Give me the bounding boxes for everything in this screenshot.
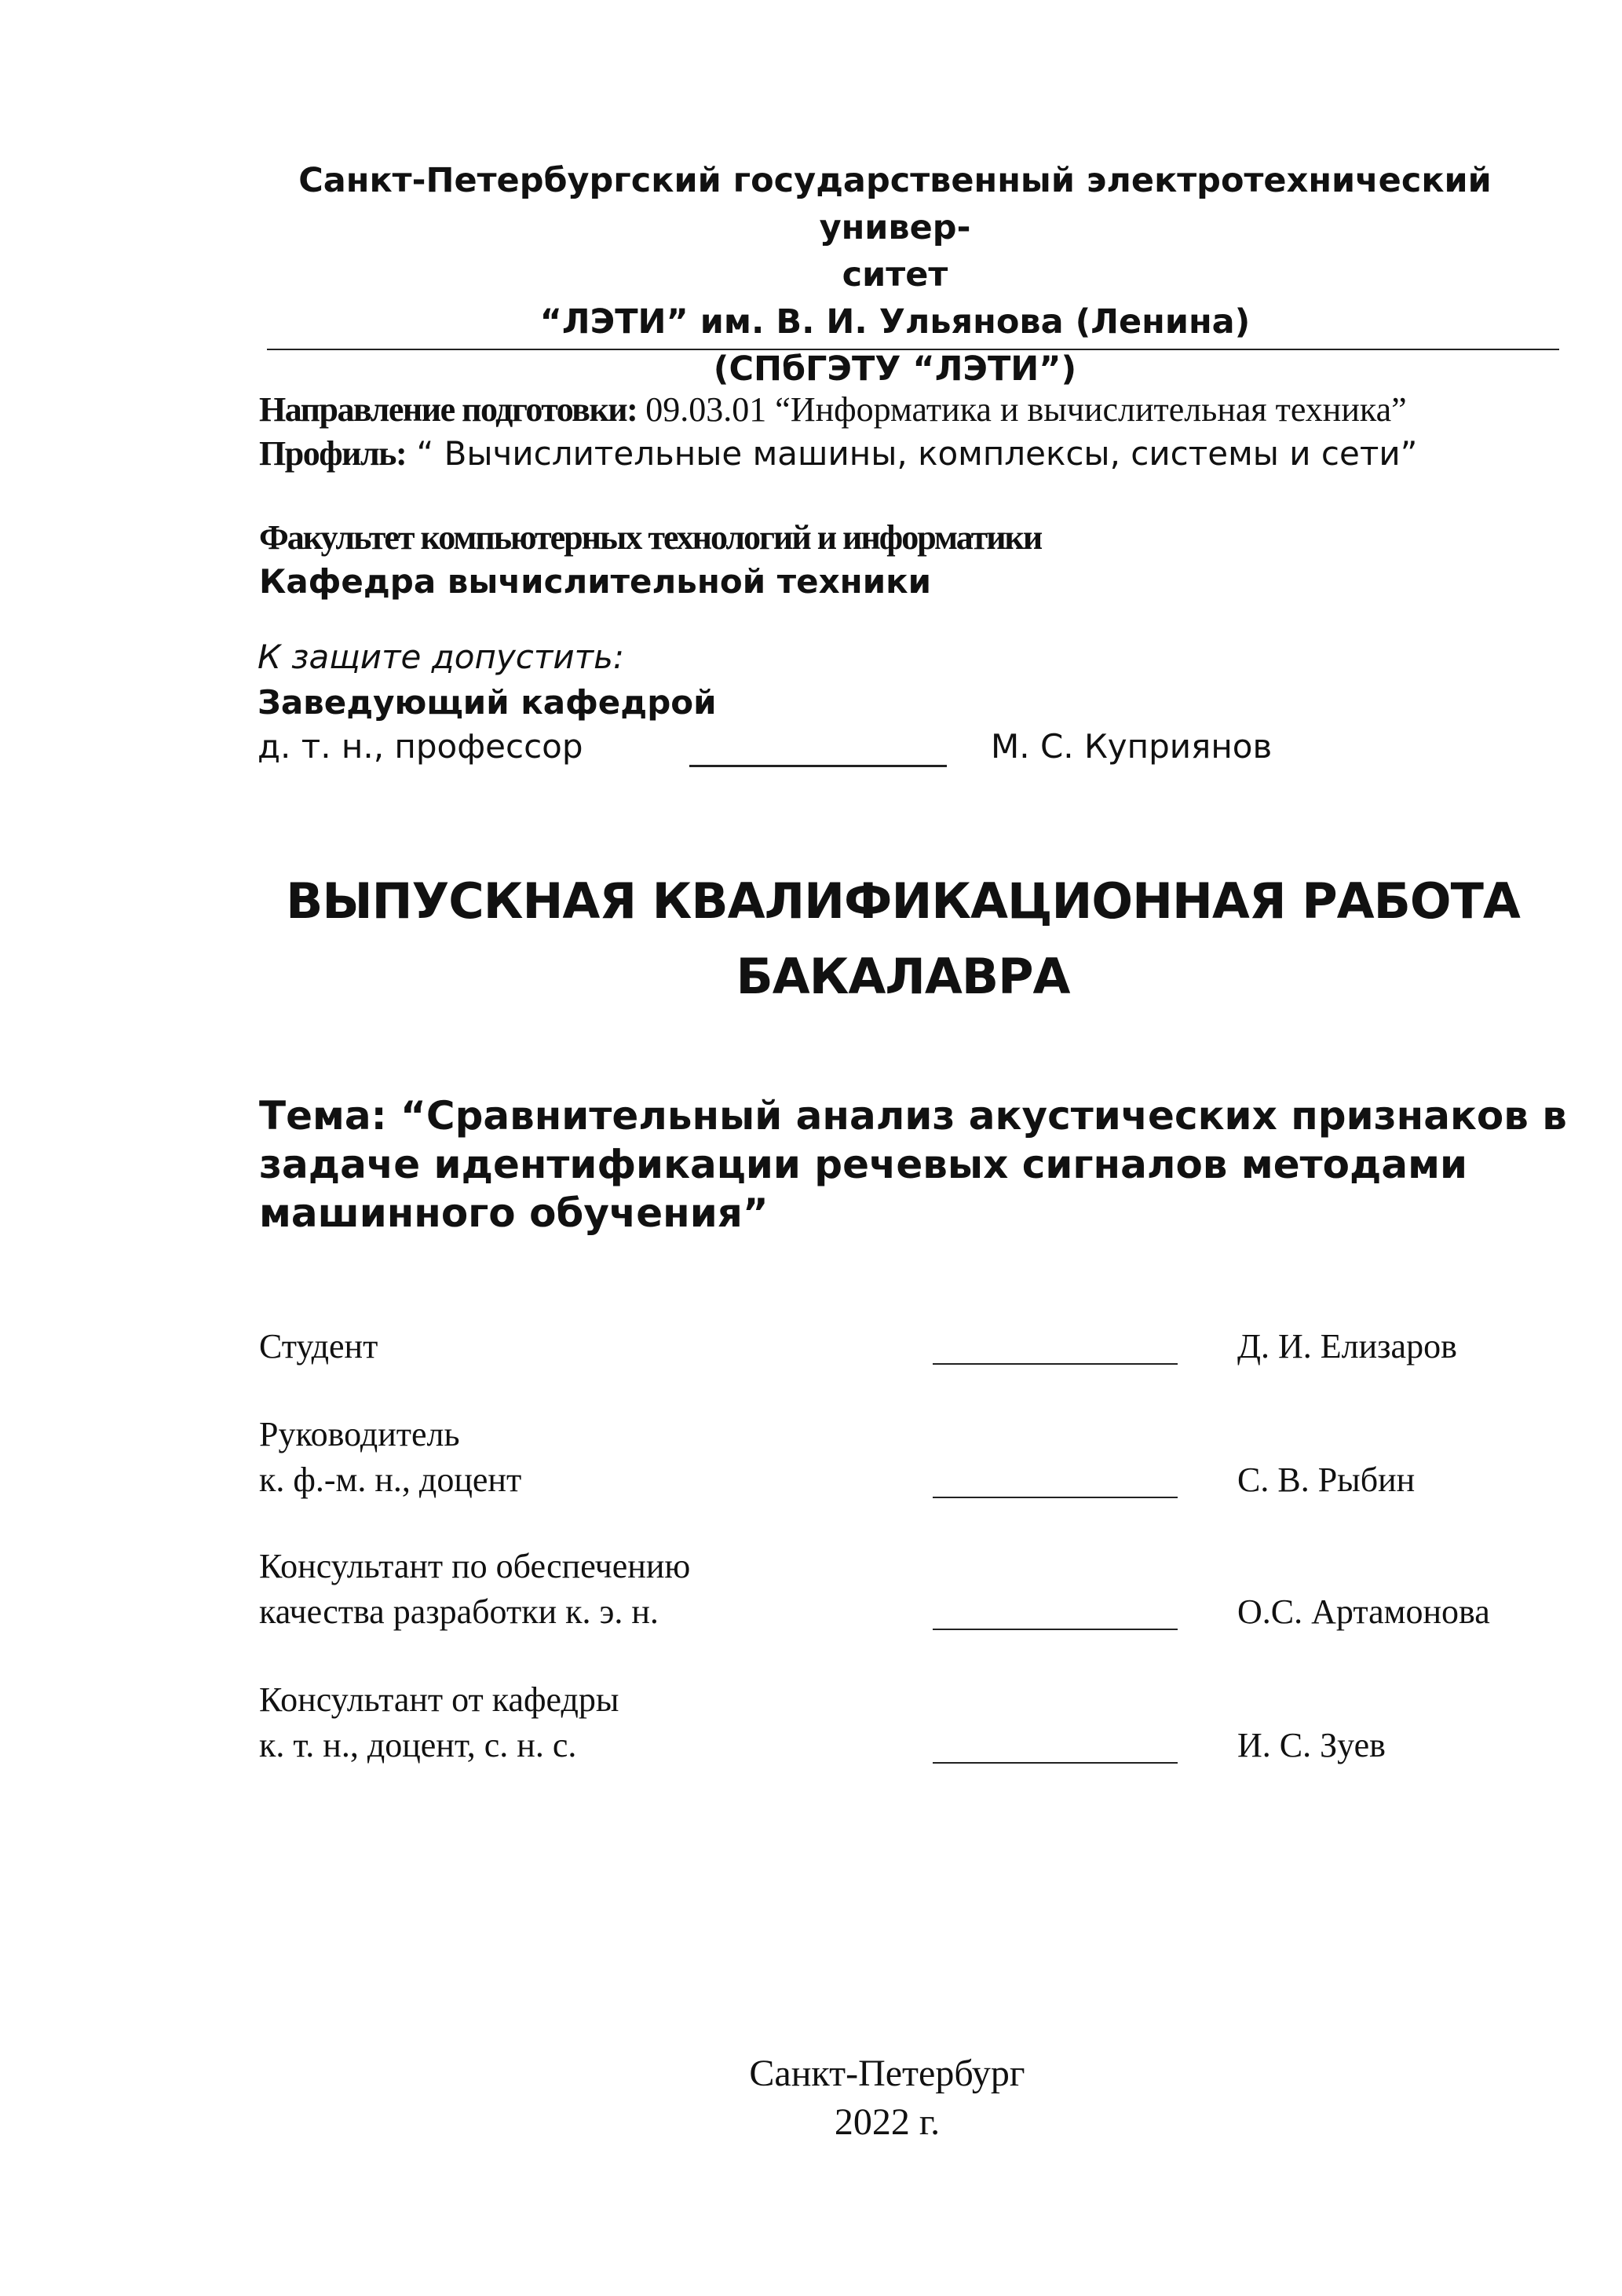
student-name: Д. И. Елизаров xyxy=(1237,1327,1457,1366)
profile-value: “ Вычислительные машины, комплексы, системы и сети” xyxy=(406,434,1418,473)
department-consultant-signature-line xyxy=(933,1762,1178,1764)
admit-text: К защите допустить: xyxy=(258,638,625,676)
faculty-name: Факультет компьютерных технологий и информатики xyxy=(259,518,1042,557)
header-divider xyxy=(267,349,1559,350)
footer-city: Санкт-Петербург xyxy=(749,2053,1025,2094)
quality-consultant-name: О.С. Артамонова xyxy=(1237,1592,1490,1631)
supervisor-signature-line xyxy=(933,1497,1178,1498)
department-name: Кафедра вычислительной техники xyxy=(259,562,932,601)
supervisor-role: Руководитель xyxy=(259,1415,460,1453)
profile-label: Профиль: xyxy=(259,434,407,473)
university-short-name: (СПбГЭТУ “ЛЭТИ”) xyxy=(713,349,1077,389)
work-title-line2: БАКАЛАВРА xyxy=(736,948,1070,1005)
footer-year: 2022 г. xyxy=(834,2101,941,2143)
topic-line2: задаче идентификации речевых сигналов методами xyxy=(259,1142,1467,1187)
university-name-line1: Санкт-Петербургский государственный электротехнический универ- xyxy=(298,161,1492,247)
topic-line3: машинного обучения” xyxy=(259,1190,769,1236)
department-consultant-degree: к. т. н., доцент, с. н. с. xyxy=(259,1726,577,1764)
university-name-line2: ситет xyxy=(842,255,948,294)
quality-consultant-degree: качества разработки к. э. н. xyxy=(259,1592,659,1631)
university-header xyxy=(236,157,1554,393)
supervisor-name: С. В. Рыбин xyxy=(1237,1461,1416,1499)
head-name: М. С. Куприянов xyxy=(991,727,1273,766)
profile-line xyxy=(259,432,1417,476)
footer xyxy=(612,2049,1162,2147)
university-name-line3: “ЛЭТИ” им. В. И. Ульянова (Ленина) xyxy=(539,302,1251,342)
direction-label: Направление подготовки: xyxy=(259,390,637,429)
student-role: Студент xyxy=(259,1327,378,1366)
supervisor-degree: к. ф.-м. н., доцент xyxy=(259,1461,522,1499)
head-signature-line xyxy=(689,765,947,767)
topic xyxy=(259,1091,1567,1238)
head-of-department-title: Заведующий кафедрой xyxy=(258,683,717,722)
direction-line xyxy=(259,388,1407,432)
department-consultant-name: И. С. Зуев xyxy=(1237,1726,1386,1764)
student-signature-line xyxy=(933,1363,1178,1365)
topic-line1: Тема: “Сравнительный анализ акустических признаков в xyxy=(259,1093,1567,1139)
quality-consultant-role: Консультант по обеспечению xyxy=(259,1547,691,1585)
quality-consultant-signature-line xyxy=(933,1629,1178,1630)
department-consultant-role: Консультант от кафедры xyxy=(259,1680,619,1719)
work-title-line1: ВЫПУСКНАЯ КВАЛИФИКАЦИОННАЯ РАБОТА xyxy=(286,872,1520,930)
work-title xyxy=(236,864,1570,1015)
head-degree: д. т. н., профессор xyxy=(258,727,583,766)
direction-value: 09.03.01 “Информатика и вычислительная техника” xyxy=(637,390,1407,429)
